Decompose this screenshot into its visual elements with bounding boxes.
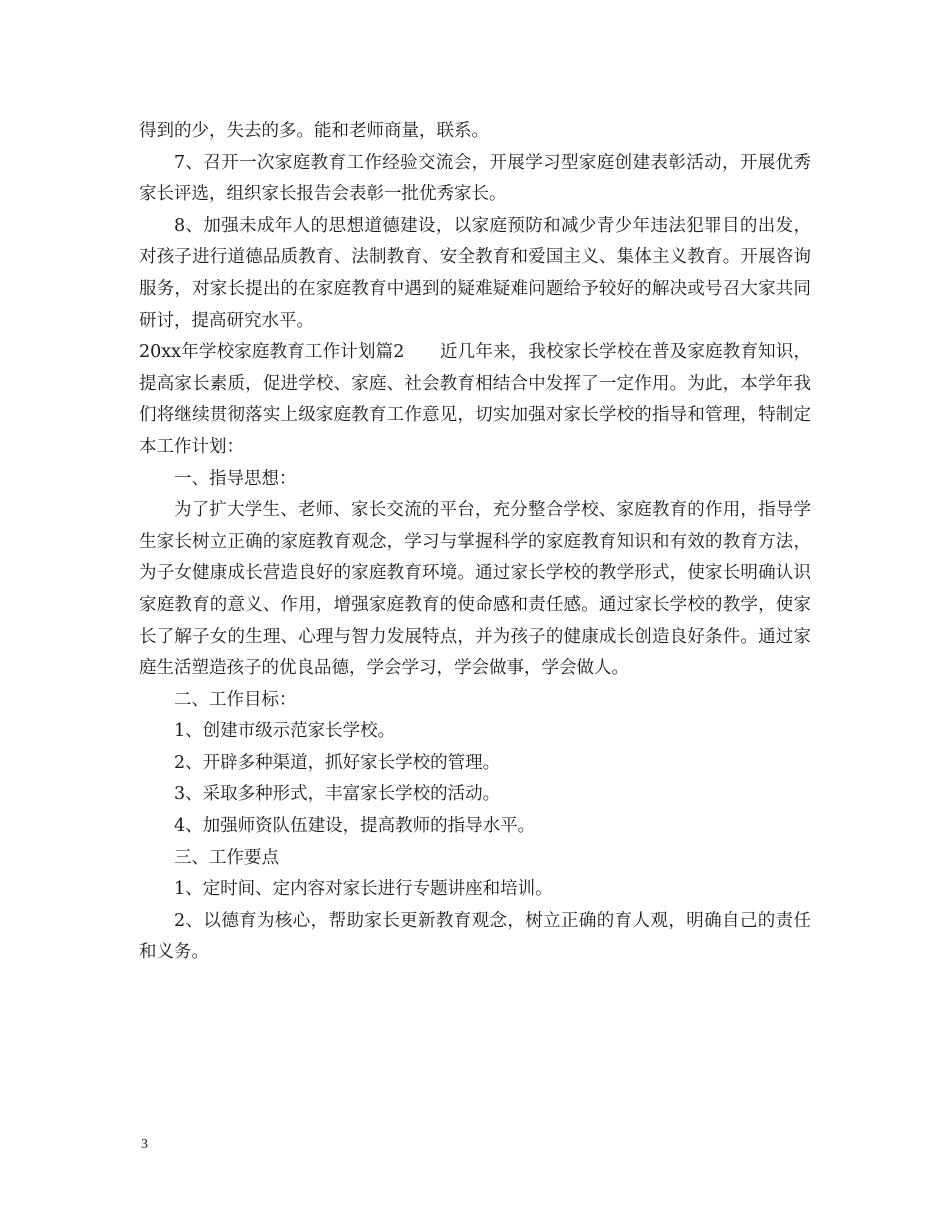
work-point-2: 2、以德育为核心，帮助家长更新教育观念，树立正确的育人观，明确自己的责任和义务。 bbox=[139, 910, 811, 963]
paragraph-6: 为了扩大学生、老师、家长交流的平台，充分整合学校、家庭教育的作用，指导学生家长树立正确的家庭教育观念，学习与掌握科学的家庭教育知识和有效的教育方法，为子女健康成长营造良好的家庭教育环境。通过家长学校的教学形式，使家长明确认识家庭教育的意义、作用，增强家庭教育的使命感和责任感。通过家长学校的教学，使家长了解子女的生理、心理与智力发展特点，并为孩子的健康成长创造良好条件。通过家庭生活塑造孩子的优良品德，学会学习，学会做事，学会做人。 bbox=[139, 500, 811, 679]
goal-item-2: 2、开辟多种渠道，抓好家长学校的管理。 bbox=[174, 752, 501, 773]
work-point-1: 1、定时间、定内容对家长进行专题讲座和培训。 bbox=[174, 879, 553, 900]
paragraph-4: 20xx年学校家庭教育工作计划篇2 近几年来，我校家长学校在普及家庭教育知识，提高家长素质，促进学校、家庭、社会教育相结合中发挥了一定作用。为此，本学年我们将继续贯彻落实上级家庭教育工作意见，切实加强对家长学校的指导和管理，特制定本工作计划： bbox=[139, 342, 811, 457]
section-heading-guiding-thought: 一、指导思想： bbox=[174, 468, 297, 489]
paragraph-2: 7、召开一次家庭教育工作经验交流会，开展学习型家庭创建表彰活动，开展优秀家长评选，组织家长报告会表彰一批优秀家长。 bbox=[139, 152, 811, 205]
section-heading-work-points: 三、工作要点 bbox=[174, 847, 279, 868]
goal-item-3: 3、采取多种形式，丰富家长学校的活动。 bbox=[174, 784, 501, 805]
paragraph-1: 得到的少，失去的多。能和老师商量，联系。 bbox=[139, 121, 489, 141]
paragraph-3: 8、加强未成年人的思想道德建设，以家庭预防和减少青少年违法犯罪目的出发，对孩子进行道德品质教育、法制教育、安全教育和爱国主义、集体主义教育。开展咨询服务，对家长提出的在家庭教育中遇到的疑难疑难问题给予较好的解决或号召大家共同研讨，提高研究水平。 bbox=[139, 215, 811, 331]
goal-item-4: 4、加强师资队伍建设，提高教师的指导水平。 bbox=[174, 816, 536, 837]
document-body bbox=[139, 116, 811, 969]
section-heading-work-goals: 二、工作目标： bbox=[174, 689, 297, 710]
goal-item-1: 1、创建市级示范家长学校。 bbox=[174, 721, 396, 742]
page-number: 3 bbox=[141, 1137, 148, 1152]
